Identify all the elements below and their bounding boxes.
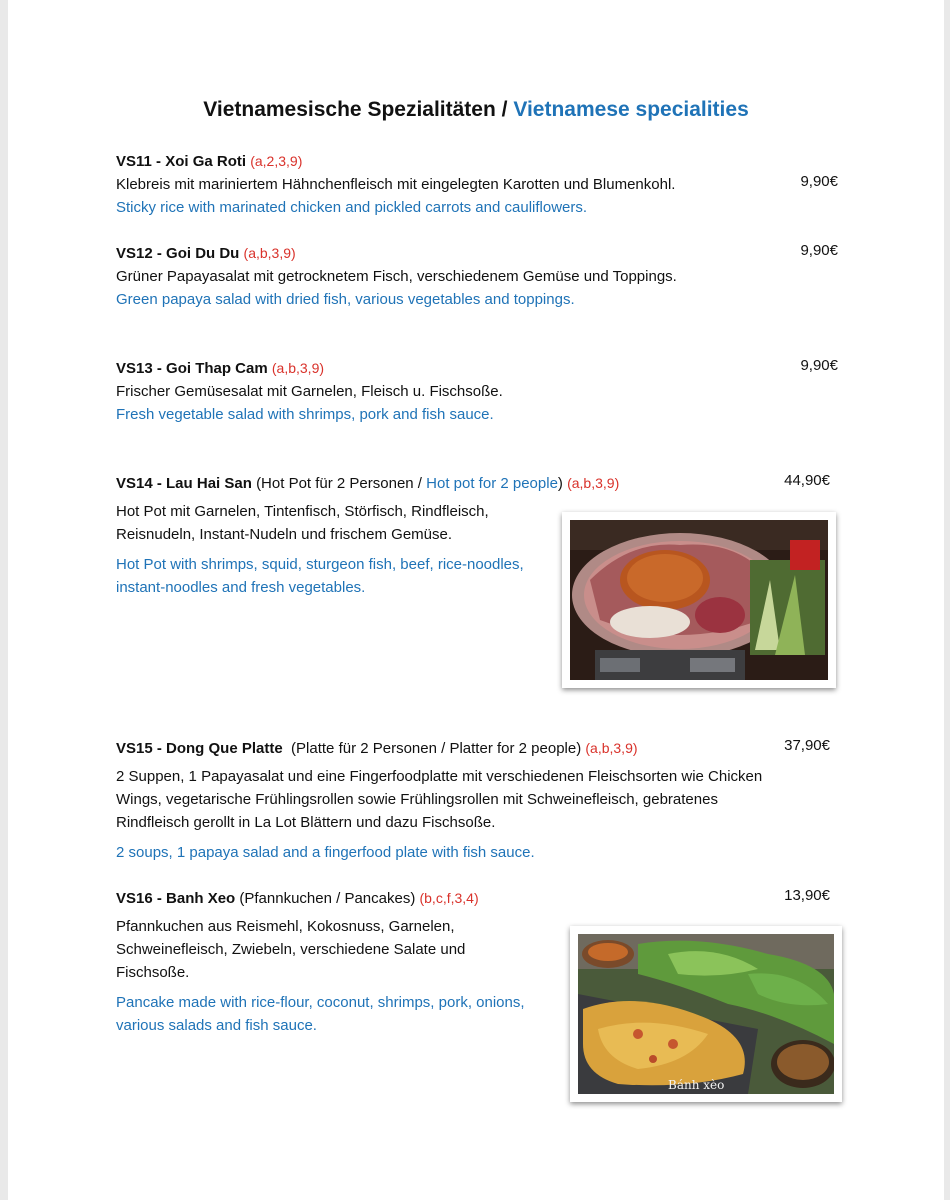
menu-item-vs13	[116, 357, 846, 426]
item-price-vs14: 44,90€	[784, 472, 830, 489]
menu-item-vs11	[116, 150, 846, 219]
item-description-en: Green papaya salad with dried fish, various vegetables and toppings.	[116, 291, 575, 308]
item-extra: (Pfannkuchen / Pancakes)	[239, 890, 416, 907]
item-description-en: Pancake made with rice-flour, coconut, shrimps, pork, onions, various salads and fish sauce.	[116, 994, 525, 1034]
item-description-en: Hot Pot with shrimps, squid, sturgeon fish, beef, rice-noodles, instant-noodles and fresh vegetables.	[116, 556, 524, 596]
item-description-en: Fresh vegetable salad with shrimps, pork and fish sauce.	[116, 406, 494, 423]
item-allergens: (a,b,3,9)	[567, 475, 620, 491]
item-name: VS12 - Goi Du Du	[116, 245, 240, 262]
item-description-de: Grüner Papayasalat mit getrocknetem Fisch, verschiedenem Gemüse und Toppings.	[116, 268, 677, 285]
hot-pot-image	[570, 520, 828, 680]
item-allergens: (a,b,3,9)	[585, 740, 638, 756]
item-name: VS15 - Dong Que Platte	[116, 740, 283, 757]
item-description-de: 2 Suppen, 1 Papayasalat und eine Fingerfoodplatte mit verschiedenen Fleischsorten wie Chicken Wings, vegetarische Frühlingsrollen sowie Frühlingsrollen mit Schweinefleisch, gebratenes Rindfleisch gerollt in La Lot Blättern und dazu Fischsoße.	[116, 768, 763, 831]
item-allergens: (a,b,3,9)	[243, 245, 296, 261]
item-description-de: Pfannkuchen aus Reismehl, Kokosnuss, Garnelen, Schweinefleisch, Zwiebeln, verschiedene Salate und Fischsoße.	[116, 918, 466, 981]
item-allergens: (a,b,3,9)	[271, 360, 325, 376]
item-description-de: Klebreis mit mariniertem Hähnchenfleisch mit eingelegten Karotten und Blumenkohl.	[116, 176, 676, 193]
banh-xeo-image	[578, 934, 834, 1094]
item-description-en: Sticky rice with marinated chicken and pickled carrots and cauliflowers.	[116, 199, 588, 216]
page-title	[8, 98, 944, 122]
menu-item-vs15	[116, 737, 788, 864]
item-allergens: (a,2,3,9)	[250, 153, 303, 169]
hot-pot-photo	[562, 512, 836, 688]
item-price-vs12: 9,90€	[800, 242, 838, 259]
menu-page	[8, 0, 944, 1200]
menu-item-vs12	[116, 242, 846, 311]
photo-caption: Bánh xèo	[668, 1078, 725, 1092]
item-description-de: Hot Pot mit Garnelen, Tintenfisch, Störfisch, Rindfleisch, Reisnudeln, Instant-Nudeln und frischem Gemüse.	[116, 503, 489, 543]
title-separator: /	[495, 98, 514, 121]
item-name: VS14 - Lau Hai San	[116, 475, 252, 492]
title-english: Vietnamese specialities	[513, 98, 749, 121]
title-german: Vietnamesische Spezialitäten	[203, 98, 496, 121]
item-extra-close: )	[557, 475, 563, 492]
item-extra: (Platte für 2 Personen / Platter for 2 people)	[291, 740, 582, 757]
item-name: VS13 - Goi Thap Cam	[116, 360, 268, 377]
item-price-vs11: 9,90€	[800, 173, 838, 190]
item-extra-en: Hot pot for 2 people	[426, 475, 558, 492]
item-allergens: (b,c,f,3,4)	[419, 890, 479, 906]
item-price-vs15: 37,90€	[784, 737, 830, 754]
item-description-de: Frischer Gemüsesalat mit Garnelen, Fleisch u. Fischsoße.	[116, 383, 503, 400]
item-name: VS16 - Banh Xeo	[116, 890, 236, 907]
item-price-vs16: 13,90€	[784, 887, 830, 904]
item-description-en: 2 soups, 1 papaya salad and a fingerfood plate with fish sauce.	[116, 844, 535, 861]
banh-xeo-photo	[570, 926, 842, 1102]
item-name: VS11 - Xoi Ga Roti	[116, 153, 247, 170]
item-extra-de: (Hot Pot für 2 Personen /	[256, 475, 427, 492]
item-price-vs13: 9,90€	[800, 357, 838, 374]
